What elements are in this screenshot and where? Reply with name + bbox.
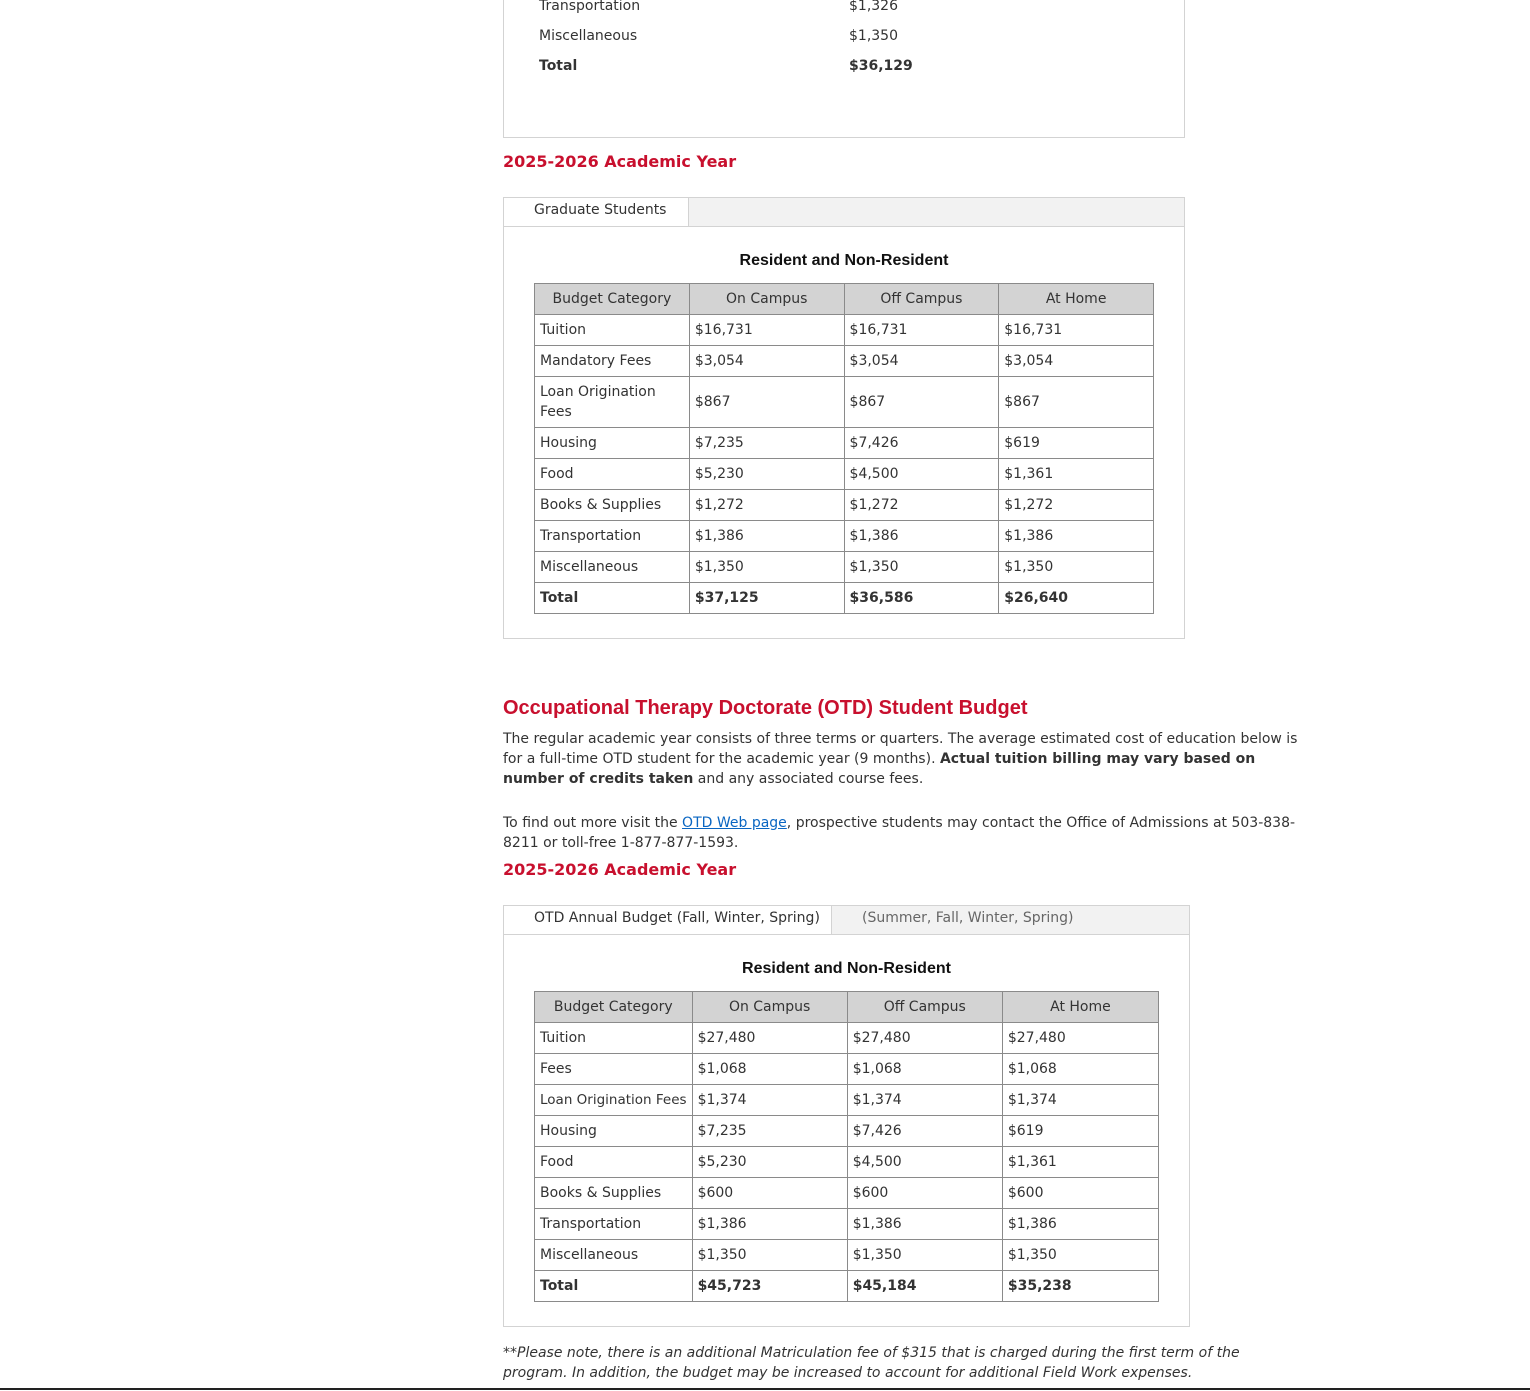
row-value: $1,326 [849,0,898,14]
at-home-cell: $1,068 [1002,1054,1158,1085]
table-row [535,1147,1159,1178]
on-campus-cell: $3,054 [689,346,844,377]
table-row [535,459,1154,490]
category-cell: Miscellaneous [535,1240,693,1271]
header-off-campus: Off Campus [847,992,1002,1023]
at-home-cell: $867 [999,377,1154,428]
at-home-cell: $35,238 [1002,1271,1158,1302]
header-budget-category: Budget Category [535,284,690,315]
row-value: $36,129 [849,58,913,74]
row-label: Total [539,58,578,74]
header-on-campus: On Campus [689,284,844,315]
plain-row-miscellaneous [539,28,1139,48]
contact-tail-text: , prospective students may contact the Office of Admissions at 503-838-8211 or toll-free 1-877-877-1593. [503,815,1296,851]
header-on-campus: On Campus [692,992,847,1023]
category-cell: Tuition [535,1023,693,1054]
category-cell: Miscellaneous [535,552,690,583]
otd-web-page-link[interactable]: OTD Web page [682,815,787,831]
row-label: Miscellaneous [539,28,638,44]
at-home-cell: $1,386 [999,521,1154,552]
off-campus-cell: $1,374 [847,1085,1002,1116]
otd-contact-paragraph [503,813,1308,853]
on-campus-cell: $1,350 [689,552,844,583]
at-home-cell: $619 [999,428,1154,459]
category-cell: Food [535,459,690,490]
at-home-cell: $1,374 [1002,1085,1158,1116]
off-campus-cell: $27,480 [847,1023,1002,1054]
off-campus-cell: $1,386 [847,1209,1002,1240]
table-row [535,521,1154,552]
table-row [535,1116,1159,1147]
off-campus-cell: $7,426 [847,1116,1002,1147]
off-campus-cell: $4,500 [844,459,999,490]
on-campus-cell: $7,235 [689,428,844,459]
table-header-row [535,284,1154,315]
at-home-cell: $26,640 [999,583,1154,614]
grad-tab-bar [503,197,1185,227]
otd-budget-table [534,991,1159,1302]
table-row [535,315,1154,346]
table-row [535,1209,1159,1240]
off-campus-cell: $600 [847,1178,1002,1209]
category-cell: Tuition [535,315,690,346]
category-cell: Total [535,583,690,614]
on-campus-cell: $5,230 [689,459,844,490]
category-cell: Loan Origination Fees [535,377,690,428]
table-row [535,346,1154,377]
table-total-row [535,1271,1159,1302]
category-cell: Transportation [535,521,690,552]
plain-row-total [539,58,1139,78]
page-bottom-divider [0,1388,1530,1390]
at-home-cell: $1,350 [1002,1240,1158,1271]
row-value: $1,350 [849,28,898,44]
header-at-home: At Home [999,284,1154,315]
at-home-cell: $600 [1002,1178,1158,1209]
category-cell: Transportation [535,1209,693,1240]
at-home-cell: $3,054 [999,346,1154,377]
table-row [535,552,1154,583]
off-campus-cell: $1,068 [847,1054,1002,1085]
on-campus-cell: $7,235 [692,1116,847,1147]
table-row [535,428,1154,459]
at-home-cell: $1,386 [1002,1209,1158,1240]
otd-footnote: **Please note, there is an additional Matriculation fee of $315 that is charged during the first term of the program. In addition, the budget may be increased to account for additional Field Work expenses. [503,1345,1240,1381]
off-campus-cell: $45,184 [847,1271,1002,1302]
on-campus-cell: $16,731 [689,315,844,346]
table-row [535,1085,1159,1116]
category-cell: Fees [535,1054,693,1085]
at-home-cell: $16,731 [999,315,1154,346]
category-cell: Food [535,1147,693,1178]
otd-table-caption: Resident and Non-Resident [742,960,951,977]
at-home-cell: $27,480 [1002,1023,1158,1054]
category-cell: Total [535,1271,693,1302]
on-campus-cell: $45,723 [692,1271,847,1302]
row-label: Transportation [539,0,641,14]
category-cell: Books & Supplies [535,490,690,521]
table-total-row [535,583,1154,614]
at-home-cell: $1,361 [1002,1147,1158,1178]
at-home-cell: $1,361 [999,459,1154,490]
table-row [535,377,1154,428]
on-campus-cell: $1,374 [692,1085,847,1116]
off-campus-cell: $4,500 [847,1147,1002,1178]
table-header-row [535,992,1159,1023]
on-campus-cell: $1,272 [689,490,844,521]
grad-table-caption: Resident and Non-Resident [739,252,949,269]
off-campus-cell: $1,386 [844,521,999,552]
intro-tail-text: and any associated course fees. [693,771,924,787]
table-row [535,1240,1159,1271]
tab-otd-annual-budget[interactable]: OTD Annual Budget (Fall, Winter, Spring) [504,906,832,934]
category-cell: Loan Origination Fees [535,1085,693,1116]
table-row [535,490,1154,521]
at-home-cell: $1,350 [999,552,1154,583]
otd-section-title: Occupational Therapy Doctorate (OTD) Student Budget [503,697,1028,719]
table-row [535,1054,1159,1085]
on-campus-cell: $37,125 [689,583,844,614]
grad-year-heading: 2025-2026 Academic Year [503,152,737,171]
intro-bold-text: Actual tuition billing may vary based on number of credits taken [503,751,1256,787]
off-campus-cell: $867 [844,377,999,428]
contact-text: To find out more visit the [503,815,683,831]
off-campus-cell: $1,350 [847,1240,1002,1271]
tab-otd-summer-budget[interactable]: (Summer, Fall, Winter, Spring) [862,910,1074,926]
on-campus-cell: $1,068 [692,1054,847,1085]
off-campus-cell: $16,731 [844,315,999,346]
on-campus-cell: $1,386 [689,521,844,552]
on-campus-cell: $27,480 [692,1023,847,1054]
table-row [535,1178,1159,1209]
at-home-cell: $619 [1002,1116,1158,1147]
header-at-home: At Home [1002,992,1158,1023]
on-campus-cell: $5,230 [692,1147,847,1178]
category-cell: Housing [535,1116,693,1147]
off-campus-cell: $1,350 [844,552,999,583]
category-cell: Mandatory Fees [535,346,690,377]
off-campus-cell: $1,272 [844,490,999,521]
intro-text: The regular academic year consists of three terms or quarters. The average estimated cost of education below is for a full-time OTD student for the academic year (9 months). [503,731,1298,767]
header-budget-category: Budget Category [535,992,693,1023]
grad-budget-table [534,283,1154,614]
otd-year-heading: 2025-2026 Academic Year [503,860,737,879]
on-campus-cell: $1,386 [692,1209,847,1240]
on-campus-cell: $1,350 [692,1240,847,1271]
off-campus-cell: $7,426 [844,428,999,459]
plain-row-transportation [539,0,1139,18]
tab-graduate-students[interactable]: Graduate Students [504,198,689,226]
otd-intro-paragraph [503,729,1303,789]
on-campus-cell: $600 [692,1178,847,1209]
category-cell: Housing [535,428,690,459]
off-campus-cell: $3,054 [844,346,999,377]
on-campus-cell: $867 [689,377,844,428]
off-campus-cell: $36,586 [844,583,999,614]
category-cell: Books & Supplies [535,1178,693,1209]
header-off-campus: Off Campus [844,284,999,315]
at-home-cell: $1,272 [999,490,1154,521]
table-row [535,1023,1159,1054]
otd-tab-bar [503,905,1190,935]
